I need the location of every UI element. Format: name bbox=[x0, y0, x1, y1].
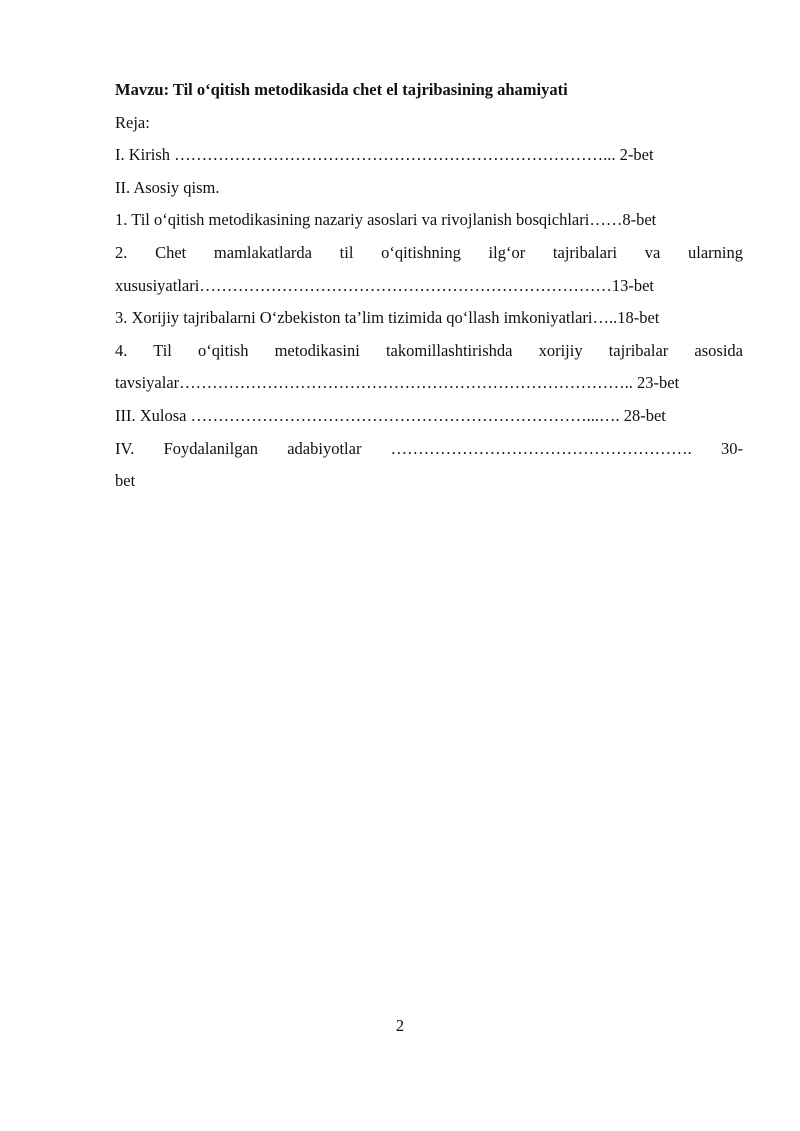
toc-item-conclusion: III. Xulosa ………………………………………………………………...…. 28-bet bbox=[115, 405, 666, 425]
plan-label: Reja: bbox=[115, 112, 150, 132]
document-title: Mavzu: Til o‘qitish metodikasida chet el tajribasining ahamiyati bbox=[115, 80, 568, 99]
toc-item-4-line-2: tavsiyalar……………………………………………………………………….. 23-bet bbox=[115, 373, 680, 393]
toc-item-2-line-2: xususiyatlari…………………………………………………………………13-bet bbox=[115, 275, 654, 295]
toc-item-main-part: II. Asosiy qism. bbox=[115, 177, 220, 197]
toc-item-references-line-2: bet bbox=[115, 471, 136, 491]
toc-item-3: 3. Xorijiy tajribalarni O‘zbekiston ta’lim tizimida qo‘llash imkoniyatlari…..18-bet bbox=[115, 308, 660, 328]
toc-item-1: 1. Til o‘qitish metodikasining nazariy asoslari va rivojlanish bosqichlari……8-bet bbox=[115, 210, 657, 230]
toc-item-2-line-1: 2. Chet mamlakatlarda til o‘qitishning ilg‘or tajribalari va ularning bbox=[115, 242, 743, 262]
document-page bbox=[115, 74, 743, 498]
page-number: 2 bbox=[395, 1016, 405, 1035]
toc-item-references-line-1: IV. Foydalanilgan adabiyotlar ………………………………………………. 30- bbox=[115, 438, 743, 458]
toc-item-4-line-1: 4. Til o‘qitish metodikasini takomillashtirishda xorijiy tajribalar asosida bbox=[115, 340, 743, 360]
toc-item-intro: I. Kirish ……………………………………………………………………... 2-bet bbox=[115, 145, 654, 165]
